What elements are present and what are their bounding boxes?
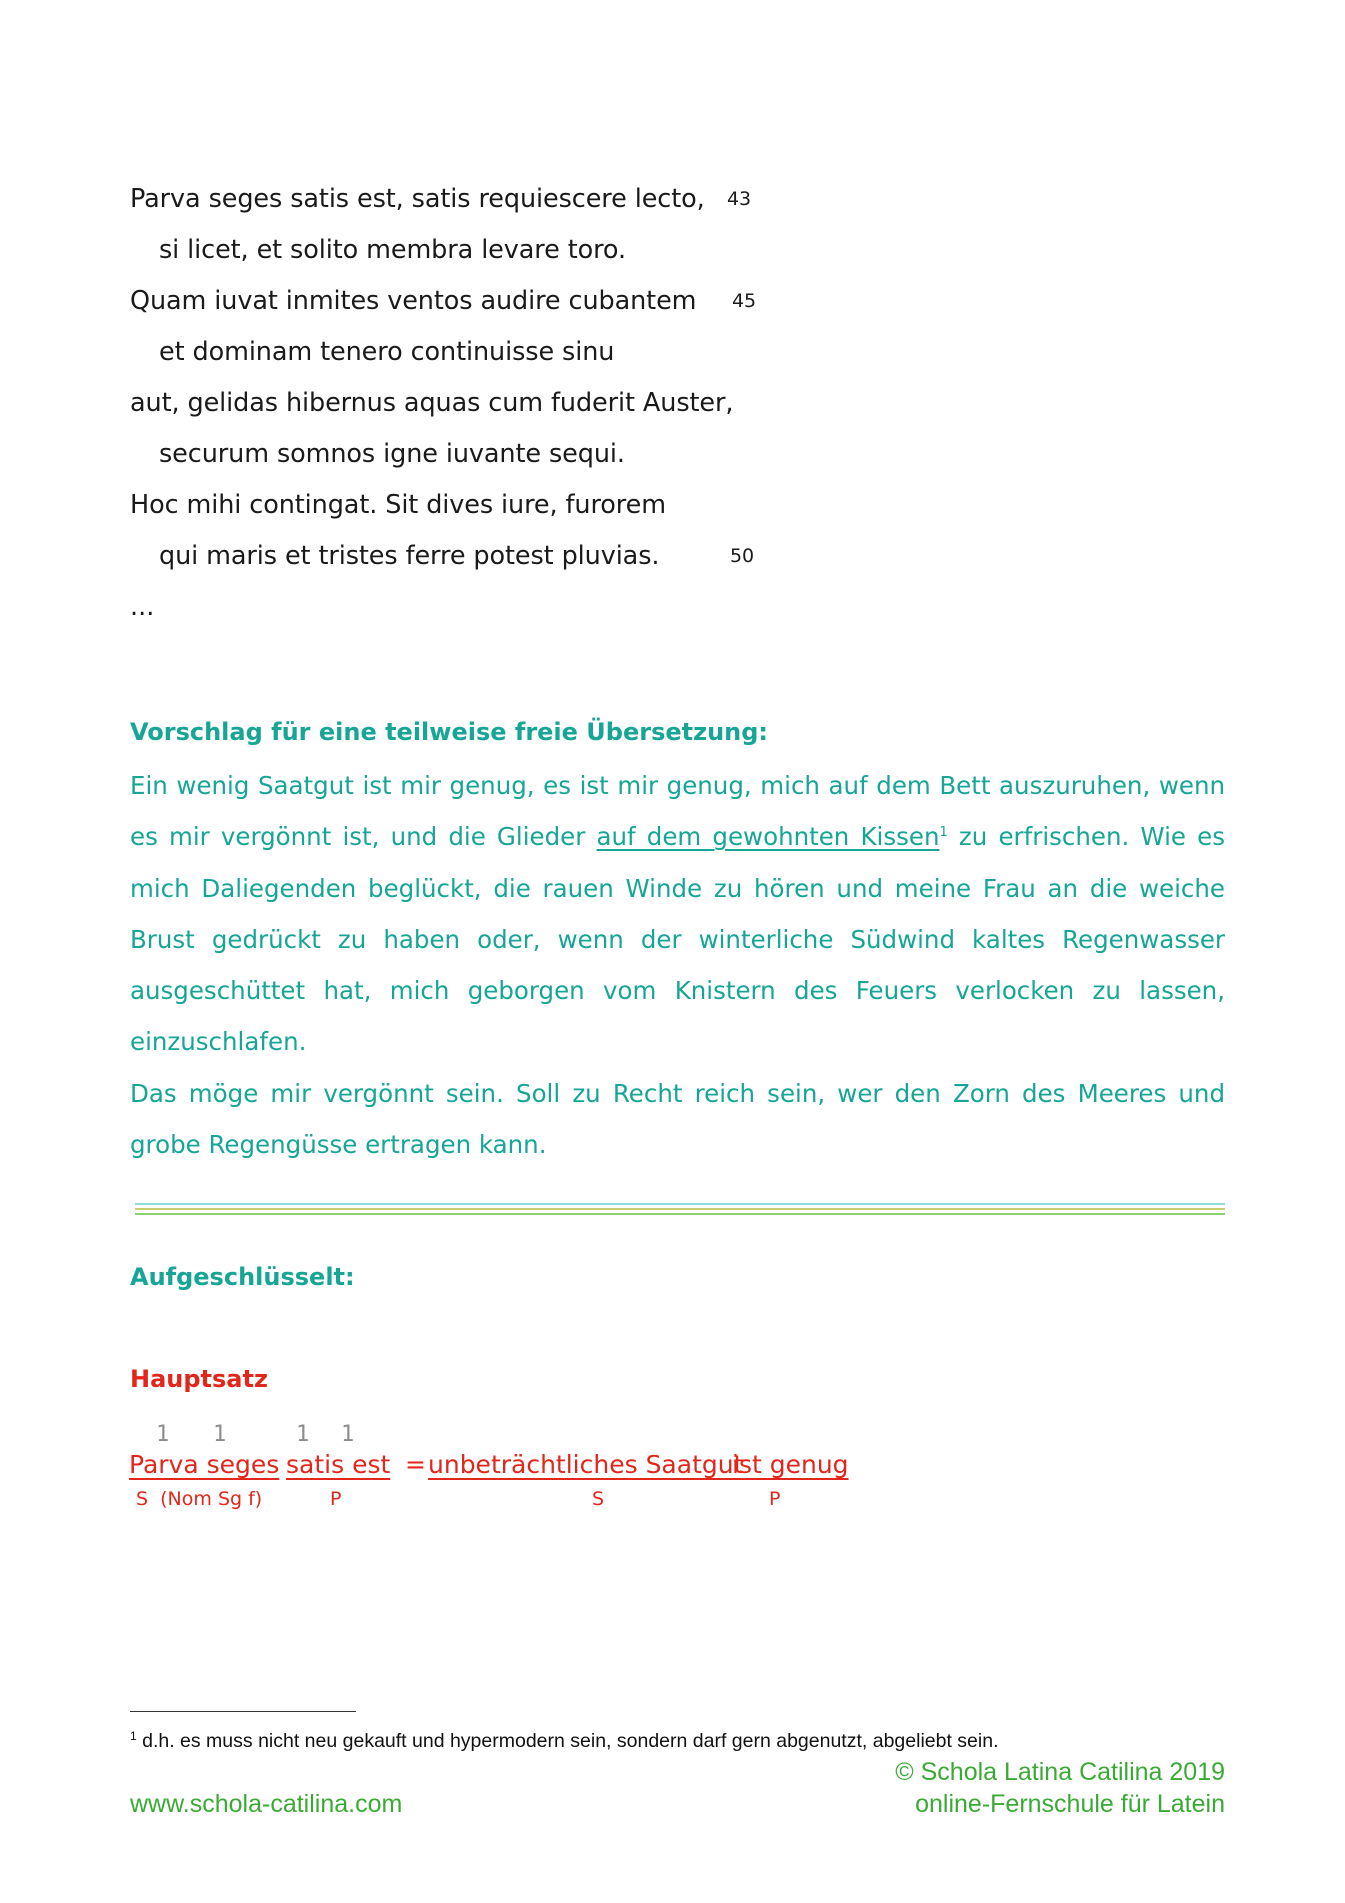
translation-paragraph <box>130 1068 1225 1171</box>
word-number: 1 <box>156 1422 170 1447</box>
german-phrase: unbeträchtliches Saatgut <box>428 1450 744 1479</box>
divider-line <box>135 1213 1225 1215</box>
translation-part: zu erfrischen. Wie es mich Daliegenden beglückt, die rauen Winde zu hören und meine Frau an die weiche Brust gedrückt zu haben oder, wenn der winterliche Südwind kaltes Regenwasser ausgeschüttet hat, mich geborgen vom Knistern des Feuers verlocken zu lassen, einzuschlafen. <box>130 822 1225 1057</box>
latin-phrase: Parva seges <box>129 1450 280 1479</box>
section-heading: Aufgeschlüsselt: <box>130 1263 355 1291</box>
latin-poem <box>130 180 770 626</box>
verse-text: securum somnos igne iuvante sequi. <box>159 439 625 469</box>
grammar-tag: P <box>330 1488 342 1510</box>
verse-line <box>130 333 770 384</box>
verse-line <box>130 282 770 333</box>
equals-sign: = <box>405 1450 426 1479</box>
verse-text: Parva seges satis est, satis requiescere lecto, <box>130 184 705 214</box>
footnote-text: d.h. es muss nicht neu gekauft und hypermodern sein, sondern darf gern abgenutzt, abgeliebt sein. <box>136 1730 999 1752</box>
verse-text: Quam iuvat inmites ventos audire cubantem <box>130 286 697 316</box>
verse-line <box>130 435 770 486</box>
poem-ellipsis: ... <box>130 592 155 622</box>
translation-text <box>130 760 1225 1170</box>
website-link[interactable]: www.schola-catilina.com <box>130 1790 403 1818</box>
verse-line <box>130 486 770 537</box>
footnote-rule <box>130 1711 356 1712</box>
verse-text: qui maris et tristes ferre potest pluvias. <box>159 541 660 571</box>
word-number: 1 <box>213 1422 227 1447</box>
verse-line <box>130 231 770 282</box>
grammar-tag: P <box>769 1488 781 1510</box>
footnote <box>130 1730 999 1753</box>
underlined-phrase: auf dem gewohnten Kissen <box>596 822 940 852</box>
verse-number: 50 <box>730 545 754 567</box>
german-phrase: ist genug <box>732 1450 849 1479</box>
verse-line <box>130 384 770 435</box>
analysis-heading: Hauptsatz <box>130 1365 268 1393</box>
verse-number: 43 <box>727 188 751 210</box>
grammar-tag: S (Nom Sg f) <box>136 1488 263 1510</box>
divider-line <box>135 1203 1225 1205</box>
divider-line <box>135 1208 1225 1210</box>
translation-paragraph <box>130 760 1225 1068</box>
copyright-notice: © Schola Latina Catilina 2019 <box>895 1758 1225 1786</box>
verse-text: aut, gelidas hibernus aquas cum fuderit Auster, <box>130 388 734 418</box>
verse-number: 45 <box>732 290 756 312</box>
verse-text: Hoc mihi contingat. Sit dives iure, furorem <box>130 490 666 520</box>
word-number: 1 <box>341 1422 355 1447</box>
word-number: 1 <box>296 1422 310 1447</box>
grammar-tag: S <box>592 1488 605 1510</box>
translation-heading: Vorschlag für eine teilweise freie Übersetzung: <box>130 718 769 746</box>
verse-line <box>130 180 770 231</box>
translation-part: Das möge mir vergönnt sein. Soll zu Recht reich sein, wer den Zorn des Meeres und grobe Regengüsse ertragen kann. <box>130 1078 1225 1160</box>
footnote-reference[interactable]: 1 <box>939 825 948 841</box>
latin-phrase: satis est <box>286 1450 391 1479</box>
translation-part: Ein wenig Saatgut ist mir genug, es ist mir genug, mich auf dem Bett auszuruhen, wenn es mir vergönnt ist, und die Glieder <box>130 771 1225 852</box>
verse-line <box>130 537 770 588</box>
verse-text: et dominam tenero continuisse sinu <box>159 337 615 367</box>
footer-tagline: online-Fernschule für Latein <box>915 1790 1225 1818</box>
verse-text: si licet, et solito membra levare toro. <box>159 235 626 265</box>
footnote-marker: 1 <box>130 1729 137 1743</box>
